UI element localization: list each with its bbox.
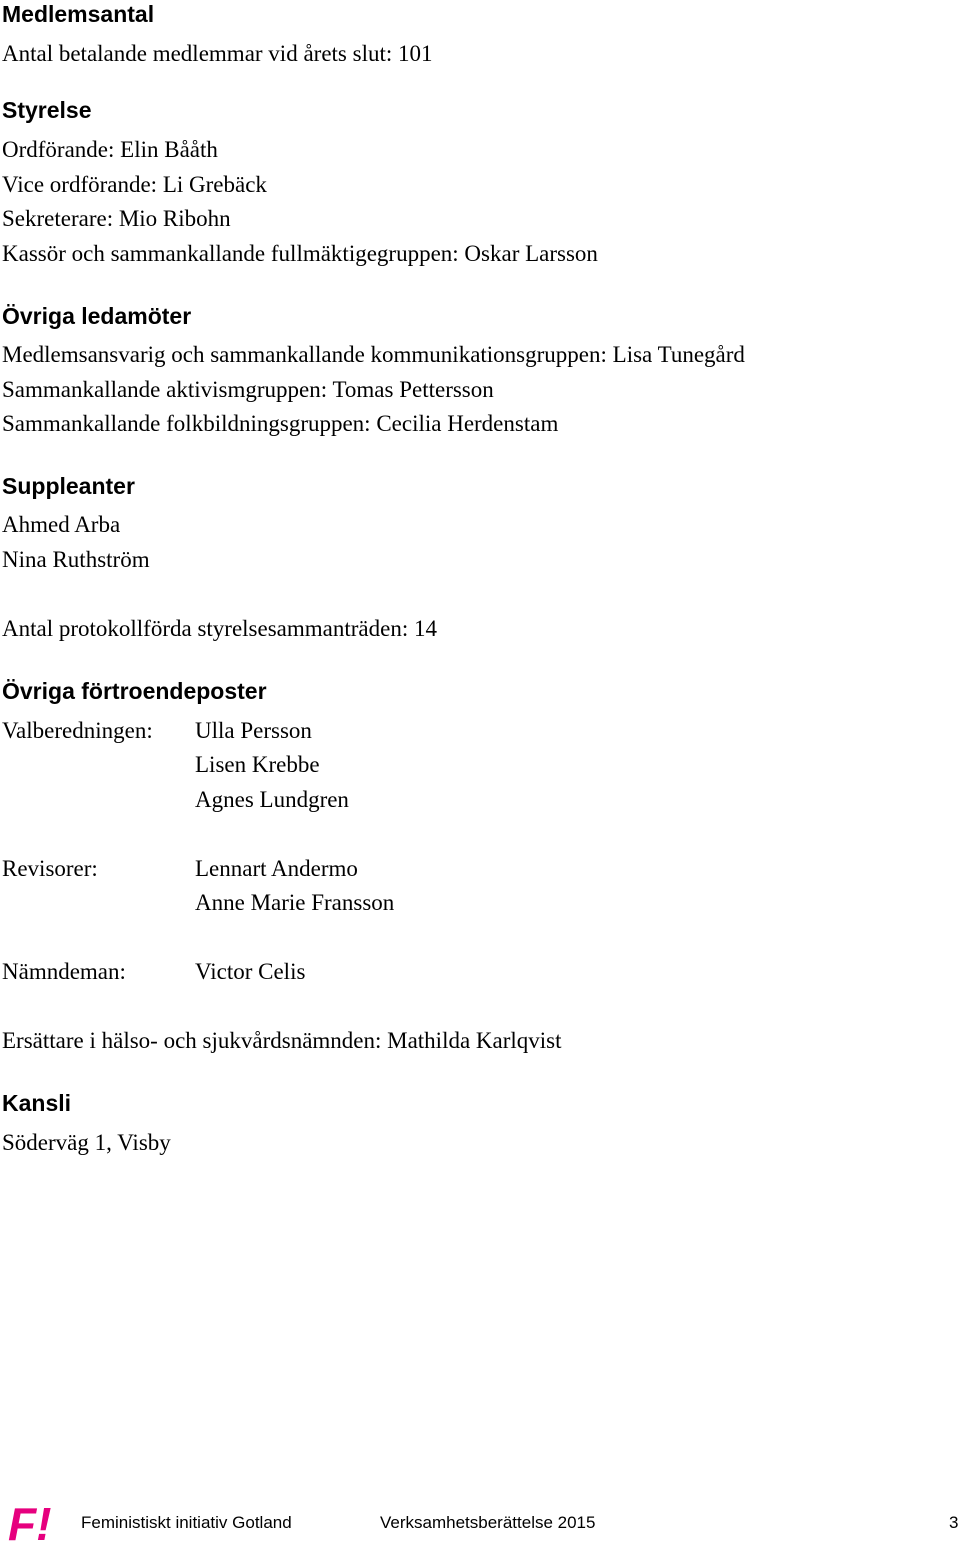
page-footer [0, 1496, 960, 1546]
office-address: Söderväg 1, Visby [2, 1130, 171, 1155]
footer-document-title: Verksamhetsberättelse 2015 [380, 1513, 596, 1532]
fi-logo [8, 1500, 64, 1544]
nomination-committee-member: Agnes Lundgren [195, 787, 349, 812]
board-chair: Ordförande: Elin Bååth [2, 137, 218, 162]
section-heading-deputies: Suppleanter [2, 473, 135, 499]
deputy-name: Nina Ruthström [2, 547, 150, 572]
section-heading-other-members: Övriga ledamöter [2, 303, 192, 329]
auditors-label: Revisorer: [2, 856, 98, 881]
board-vice-chair: Vice ordförande: Li Grebäck [2, 172, 267, 197]
footer-organization: Feministiskt initiativ Gotland [81, 1513, 292, 1532]
deputy-name: Ahmed Arba [2, 512, 121, 537]
nomination-committee-label: Valberedningen: [2, 718, 153, 743]
board-secretary: Sekreterare: Mio Ribohn [2, 206, 231, 231]
other-member-activism: Sammankallande aktivismgruppen: Tomas Pettersson [2, 377, 494, 402]
footer-page-number: 3 [949, 1513, 959, 1532]
nomination-committee-member: Ulla Persson [195, 718, 312, 743]
section-heading-office: Kansli [2, 1090, 72, 1116]
section-heading-members: Medlemsantal [2, 1, 155, 27]
section-heading-positions: Övriga förtroendeposter [2, 678, 267, 704]
board-meetings-count: Antal protokollförda styrelsesammanträden: 14 [2, 616, 437, 641]
auditor-name: Lennart Andermo [195, 856, 358, 881]
nomination-committee-member: Lisen Krebbe [195, 752, 320, 777]
lay-judge-name: Victor Celis [195, 959, 306, 984]
lay-judges-label: Nämndeman: [2, 959, 126, 984]
svg-text:F!: F! [8, 1500, 52, 1544]
other-member-communication: Medlemsansvarig och sammankallande kommunikationsgruppen: Lisa Tunegård [2, 342, 745, 367]
paying-members-count: Antal betalande medlemmar vid årets slut: 101 [2, 41, 433, 66]
board-treasurer: Kassör och sammankallande fullmäktigegruppen: Oskar Larsson [2, 241, 598, 266]
section-heading-board: Styrelse [2, 97, 92, 123]
health-board-substitute: Ersättare i hälso- och sjukvårdsnämnden: Mathilda Karlqvist [2, 1028, 562, 1053]
auditor-name: Anne Marie Fransson [195, 890, 395, 915]
other-member-education: Sammankallande folkbildningsgruppen: Cecilia Herdenstam [2, 411, 559, 436]
